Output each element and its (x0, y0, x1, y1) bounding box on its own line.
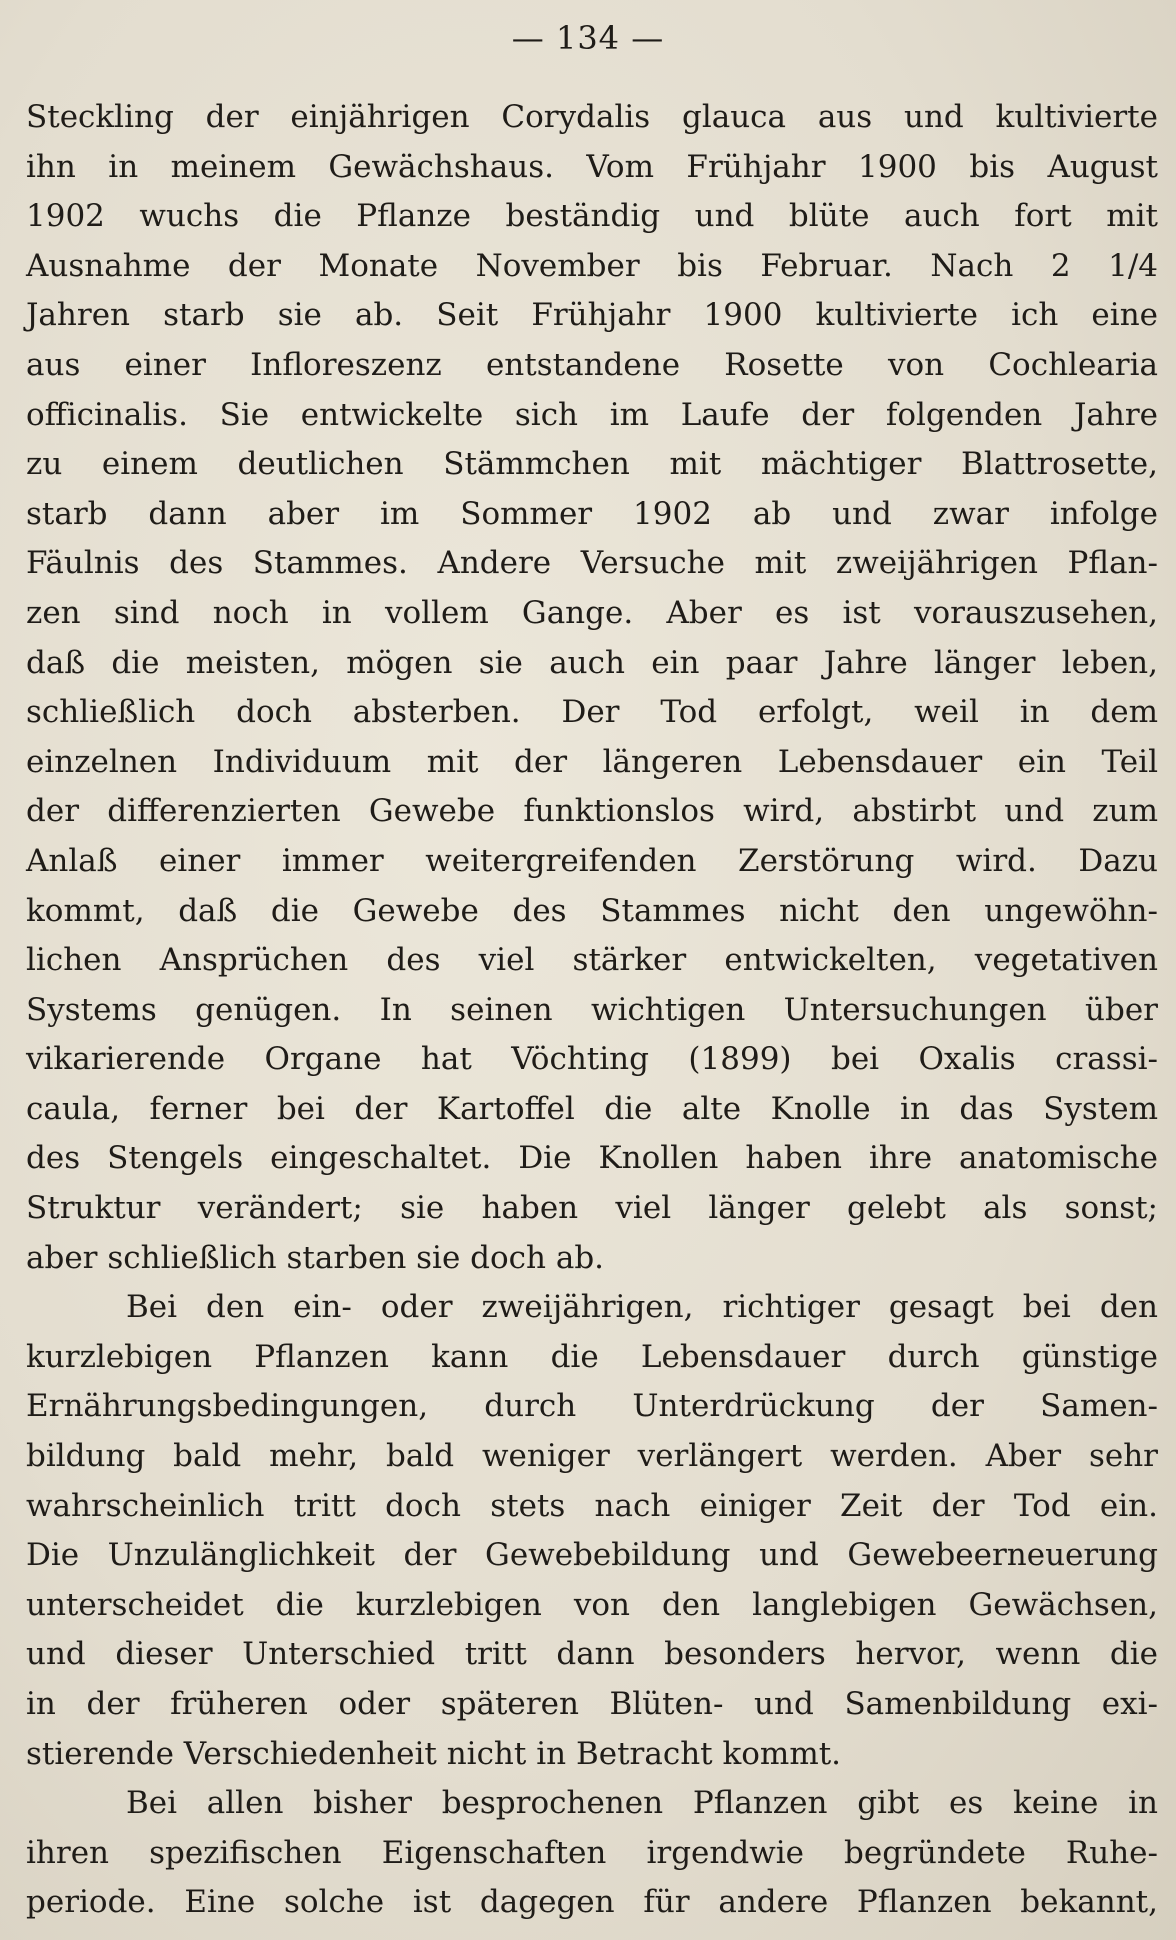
text-line: caula, ferner bei der Kartoffel die alte Knolle in das System (26, 1090, 1158, 1127)
text-line: zu einem deutlichen Stämmchen mit mächtiger Blattrosette, (26, 446, 1158, 483)
text-line: der differenzierten Gewebe funktionslos wird, abstirbt und zum (26, 793, 1158, 830)
text-line: aber schließlich starben sie doch ab. (26, 1239, 605, 1276)
text-line: einzelnen Individuum mit der längeren Lebensdauer ein Teil (26, 743, 1158, 780)
text-line: ihn in meinem Gewächshaus. Vom Frühjahr 1900 bis August (26, 148, 1158, 185)
text-line: Ausnahme der Monate November bis Februar. Nach 2 1/4 (26, 247, 1158, 284)
paragraph (26, 1779, 1158, 1928)
text-line: wahrscheinlich tritt doch stets nach einiger Zeit der Tod ein. (26, 1487, 1158, 1524)
paragraph (26, 1283, 1158, 1779)
text-line: ihren spezifischen Eigenschaften irgendwie begründete Ruhe- (26, 1834, 1158, 1871)
text-line: periode. Eine solche ist dagegen für andere Pflanzen bekannt, (26, 1884, 1158, 1921)
text-line: kurzlebigen Pflanzen kann die Lebensdauer durch günstige (26, 1338, 1158, 1375)
text-line: starb dann aber im Sommer 1902 ab und zwar infolge (26, 495, 1158, 532)
text-line: Anlaß einer immer weitergreifenden Zerstörung wird. Dazu (26, 842, 1158, 879)
text-line: stierende Verschiedenheit nicht in Betracht kommt. (26, 1735, 842, 1772)
body-text (26, 93, 1158, 1928)
text-line: des Stengels eingeschaltet. Die Knollen haben ihre anatomische (26, 1140, 1158, 1177)
text-line: Ernährungsbedingungen, durch Unterdrückung der Samen- (26, 1388, 1158, 1425)
text-line: aus einer Infloreszenz entstandene Rosette von Cochlearia (26, 346, 1158, 383)
text-line: lichen Ansprüchen des viel stärker entwickelten, vegetativen (26, 942, 1158, 979)
text-line: und dieser Unterschied tritt dann besonders hervor, wenn die (26, 1636, 1158, 1673)
text-line: Systems genügen. In seinen wichtigen Untersuchungen über (26, 991, 1158, 1028)
text-line: in der früheren oder späteren Blüten- und Samenbildung exi- (26, 1686, 1158, 1722)
text-line: Fäulnis des Stammes. Andere Versuche mit zweijährigen Pflan- (26, 545, 1158, 582)
text-line: Bei den ein- oder zweijährigen, richtiger gesagt bei den (126, 1289, 1158, 1326)
text-line: Jahren starb sie ab. Seit Frühjahr 1900 kultivierte ich eine (26, 297, 1158, 334)
text-line: kommt, daß die Gewebe des Stammes nicht den ungewöhn- (26, 892, 1158, 929)
text-line: officinalis. Sie entwickelte sich im Laufe der folgenden Jahre (26, 396, 1158, 433)
text-line: vikarierende Organe hat Vöchting (1899) bei Oxalis crassi- (26, 1041, 1158, 1078)
text-line: Bei allen bisher besprochenen Pflanzen gibt es keine in (126, 1785, 1158, 1822)
text-line: schließlich doch absterben. Der Tod erfolgt, weil in dem (26, 694, 1158, 731)
text-line: unterscheidet die kurzlebigen von den langlebigen Gewächsen, (26, 1586, 1158, 1623)
text-line: bildung bald mehr, bald weniger verlängert werden. Aber sehr (26, 1438, 1158, 1475)
text-line: 1902 wuchs die Pflanze beständig und blüte auch fort mit (26, 198, 1158, 235)
text-line: Steckling der einjährigen Corydalis glauca aus und kultivierte (26, 99, 1158, 135)
paragraph (26, 93, 1158, 1283)
text-line: Die Unzulänglichkeit der Gewebebildung und Gewebeerneuerung (26, 1537, 1158, 1574)
text-line: zen sind noch in vollem Gange. Aber es ist vorauszusehen, (26, 594, 1158, 631)
page-number: — 134 — (511, 19, 665, 57)
text-line: Struktur verändert; sie haben viel länger gelebt als sonst; (26, 1190, 1158, 1227)
text-line: daß die meisten, mögen sie auch ein paar Jahre länger leben, (26, 644, 1158, 681)
